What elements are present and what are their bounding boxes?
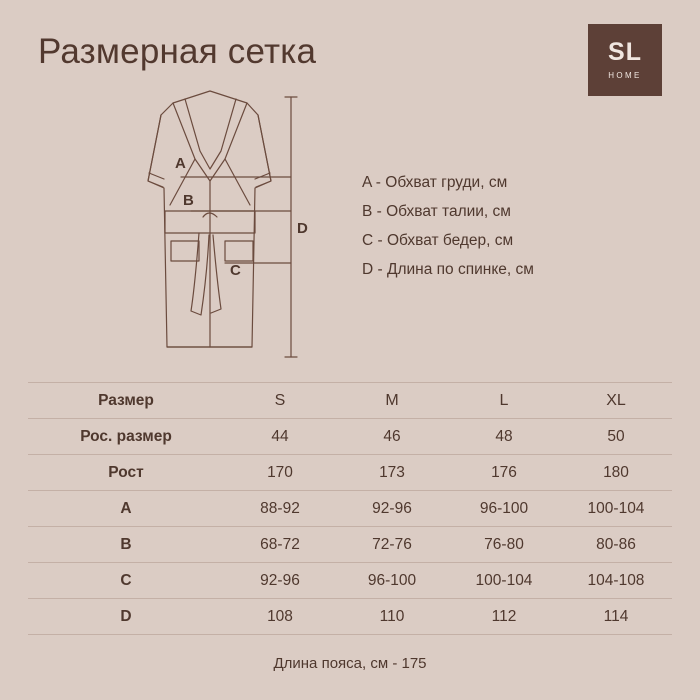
illustration-label-c: C (230, 262, 241, 279)
row-value: 88-92 (224, 491, 336, 527)
row-value: 112 (448, 599, 560, 635)
table-row (28, 455, 672, 491)
table-header-row (28, 383, 672, 419)
page-title: Размерная сетка (38, 32, 317, 71)
table-header-xl: XL (560, 383, 672, 419)
table-row (28, 563, 672, 599)
size-table (28, 382, 672, 635)
row-label: Рос. размер (28, 419, 224, 455)
legend-item-c: C - Обхват бедер, см (362, 232, 514, 249)
measurement-legend (362, 168, 662, 284)
row-value: 80-86 (560, 527, 672, 563)
legend-item-d: D - Длина по спинке, см (362, 261, 534, 278)
table-row (28, 419, 672, 455)
row-value: 100-104 (560, 491, 672, 527)
row-label: D (28, 599, 224, 635)
row-value: 180 (560, 455, 672, 491)
legend-item-a: A - Обхват груди, см (362, 174, 508, 191)
illustration-label-b: B (183, 192, 194, 209)
row-value: 72-76 (336, 527, 448, 563)
row-value: 68-72 (224, 527, 336, 563)
brand-logo (588, 24, 662, 96)
belt-length-note: Длина пояса, см - 175 (273, 655, 427, 672)
illustration-label-a: A (175, 155, 186, 172)
illustration-label-d: D (297, 220, 308, 237)
brand-logo-main: SL (608, 38, 642, 66)
table-row (28, 491, 672, 527)
legend-item-b: B - Обхват талии, см (362, 203, 511, 220)
row-value: 96-100 (336, 563, 448, 599)
row-value: 114 (560, 599, 672, 635)
row-value: 44 (224, 419, 336, 455)
table-row (28, 527, 672, 563)
row-value: 108 (224, 599, 336, 635)
row-value: 48 (448, 419, 560, 455)
table-header-s: S (224, 383, 336, 419)
row-value: 96-100 (448, 491, 560, 527)
row-value: 92-96 (336, 491, 448, 527)
row-label: B (28, 527, 224, 563)
row-label: C (28, 563, 224, 599)
row-value: 173 (336, 455, 448, 491)
page-header (38, 28, 672, 90)
row-value: 170 (224, 455, 336, 491)
table-header-size: Размер (28, 383, 224, 419)
table-row (28, 599, 672, 635)
row-value: 100-104 (448, 563, 560, 599)
row-value: 110 (336, 599, 448, 635)
row-label: Рост (28, 455, 224, 491)
row-value: 50 (560, 419, 672, 455)
table-header-l: L (448, 383, 560, 419)
row-value: 176 (448, 455, 560, 491)
row-label: A (28, 491, 224, 527)
row-value: 76-80 (448, 527, 560, 563)
row-value: 46 (336, 419, 448, 455)
brand-logo-sub: HOME (608, 71, 642, 80)
robe-illustration (95, 85, 325, 375)
row-value: 104-108 (560, 563, 672, 599)
table-header-m: M (336, 383, 448, 419)
row-value: 92-96 (224, 563, 336, 599)
